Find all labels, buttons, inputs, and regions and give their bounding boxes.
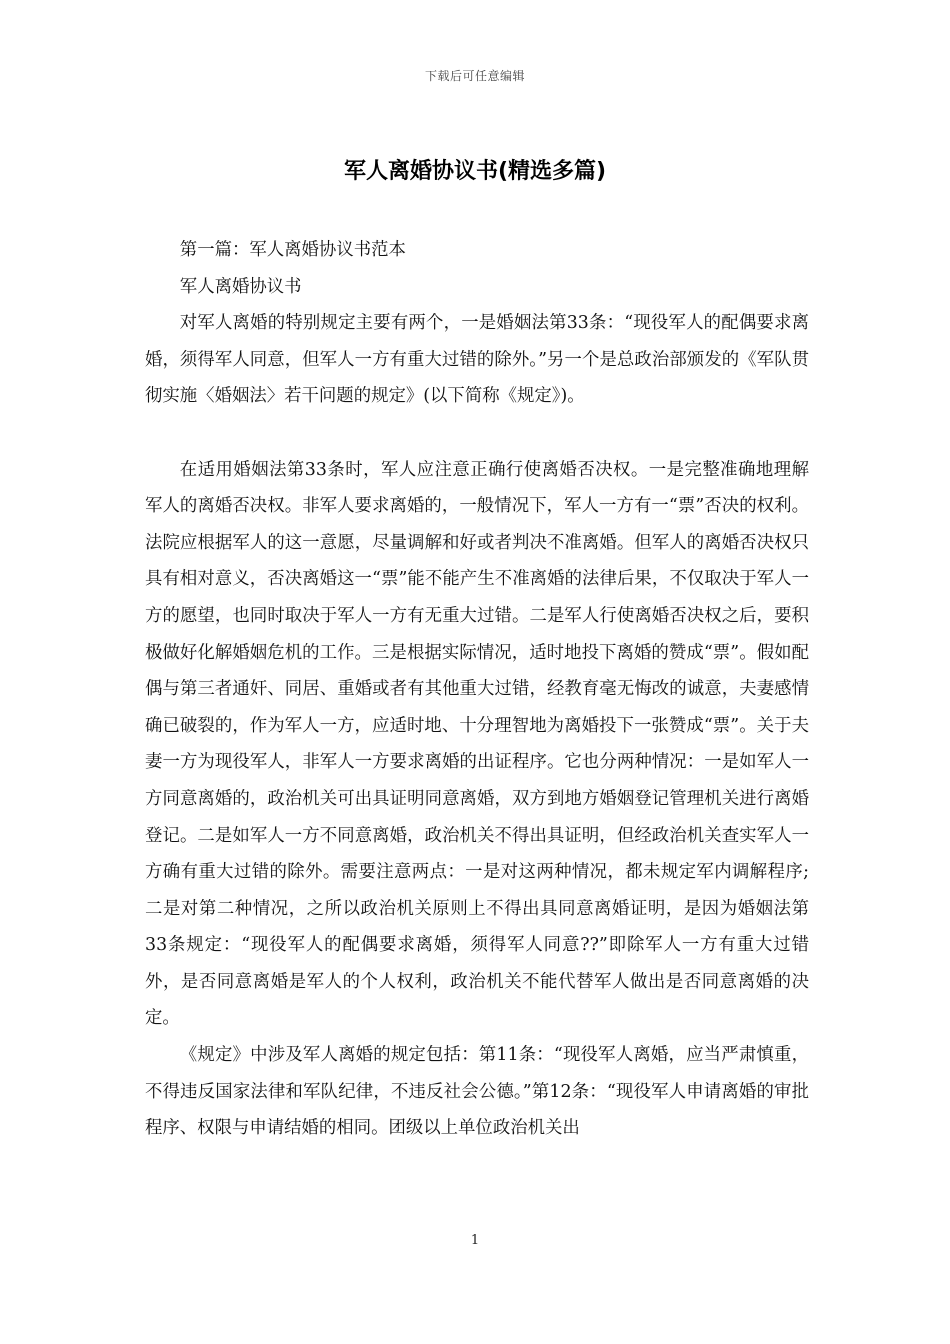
document-body [145,232,809,1147]
sub-heading: 军人离婚协议书 [179,276,302,297]
paragraph-3: 《规定》中涉及军人离婚的规定包括：第11条：“现役军人离婚，应当严肃慎重，不得违反国家法律和军队纪律，不违反社会公德。”第12条：“现役军人申请离婚的审批程序、权限与申请结婚的相同。团级以上单位政治机关出 [145,1045,809,1139]
document-title: 军人离婚协议书(精选多篇) [343,159,607,184]
paragraph-2: 在适用婚姻法第33条时，军人应注意正确行使离婚否决权。一是完整准确地理解军人的离婚否决权。非军人要求离婚的，一般情况下，军人一方有一“票”否决的权利。法院应根据军人的这一意愿，尽量调解和好或者判决不准离婚。但军人的离婚否决权只具有相对意义，否决离婚这一“票”能不能产生不准离婚的法律后果，不仅取决于军人一方的愿望，也同时取决于军人一方有无重大过错。二是军人行使离婚否决权之后，要积极做好化解婚姻危机的工作。三是根据实际情况，适时地投下离婚的赞成“票”。假如配偶与第三者通奸、同居、重婚或者有其他重大过错，经教育毫无悔改的诚意，夫妻感情确已破裂的，作为军人一方，应适时地、十分理智地为离婚投下一张赞成“票”。关于夫妻一方为现役军人，非军人一方要求离婚的出证程序。它也分两种情况：一是如军人一方同意离婚的，政治机关可出具证明同意离婚，双方到地方婚姻登记管理机关进行离婚登记。二是如军人一方不同意离婚，政治机关不得出具证明，但经政治机关查实军人一方确有重大过错的除外。需要注意两点：一是对这两种情况，都未规定军内调解程序;二是对第二种情况，之所以政治机关原则上不得出具同意离婚证明，是因为婚姻法第33条规定：“现役军人的配偶要求离婚，须得军人同意??”即除军人一方有重大过错外，是否同意离婚是军人的个人权利，政治机关不能代替军人做出是否同意离婚的决定。 [145,459,809,1029]
page-number: 1 [470,1233,480,1248]
header-note: 下载后可任意编辑 [424,69,525,83]
section-heading: 第一篇：军人离婚协议书范本 [179,240,406,260]
paragraph-1: 对军人离婚的特别规定主要有两个，一是婚姻法第33条：“现役军人的配偶要求离婚，须得军人同意，但军人一方有重大过错的除外。”另一个是总政治部颁发的《军队贯彻实施〈婚姻法〉若干问题的规定》(以下简称《规定》)。 [145,313,809,407]
